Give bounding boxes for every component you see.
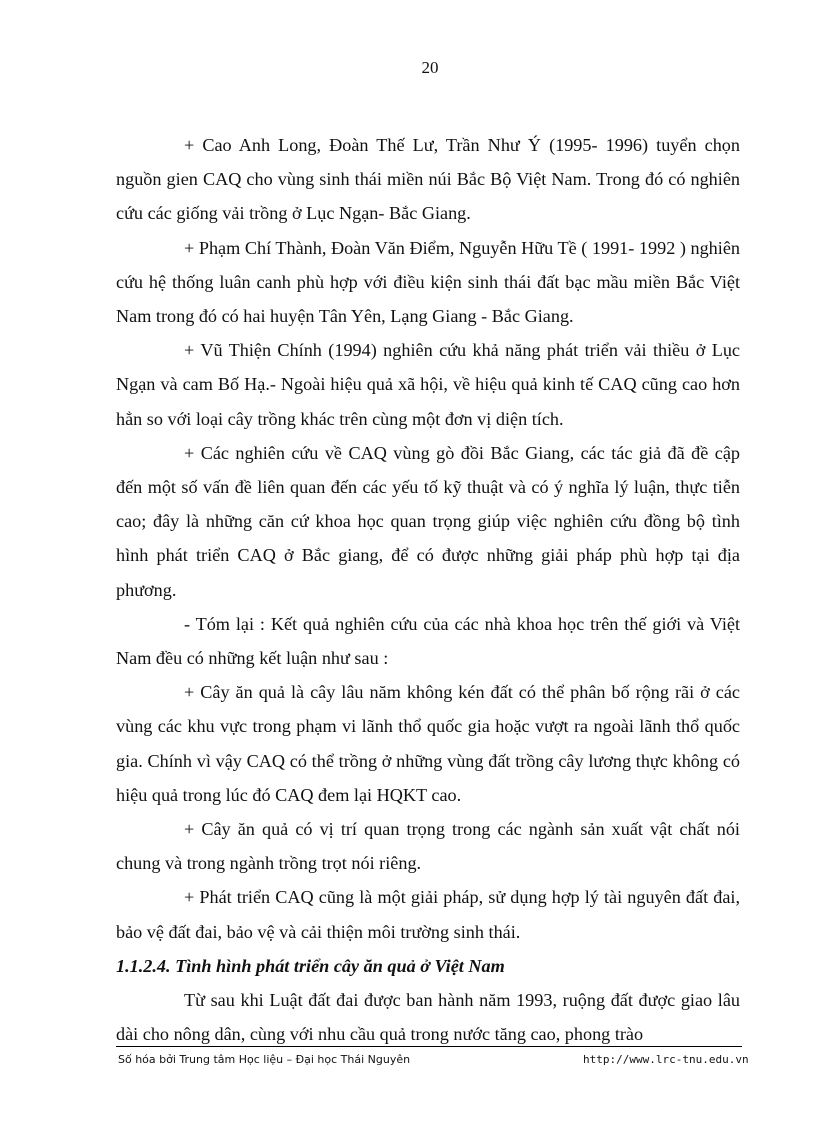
page-number: 20 — [421, 58, 439, 77]
footer-divider — [116, 1046, 742, 1047]
paragraph-cay-an-qua-lau-nam: + Cây ăn quả là cây lâu năm không kén đất có thể phân bố rộng rãi ở các vùng các khu vực trong phạm vi lãnh thổ quốc gia hoặc vượt ra ngoài lãnh thổ quốc gia. Chính vì vậy CAQ có thể trồng ở những vùng đất trồng cây lương thực không có hiệu quả trong lúc đó CAQ đem lại HQKT cao. — [116, 682, 740, 805]
section-heading: 1.1.2.4. Tình hình phát triển cây ăn quả ở Việt Nam — [116, 955, 505, 976]
document-body — [116, 128, 740, 1051]
paragraph-vu-thien-chinh: + Vũ Thiện Chính (1994) nghiên cứu khả năng phát triển vải thiều ở Lục Ngạn và cam Bố Hạ.- Ngoài hiệu quả xã hội, về hiệu quả kinh tế CAQ cũng cao hơn hẳn so với loại cây trồng khác trên cùng một đơn vị diện tích. — [116, 340, 740, 429]
paragraph-vi-tri-quan-trong: + Cây ăn quả có vị trí quan trọng trong các ngành sản xuất vật chất nói chung và trong ngành trồng trọt nói riêng. — [116, 819, 740, 874]
paragraph-cao-anh-long: + Cao Anh Long, Đoàn Thế Lư, Trần Như Ý (1995- 1996) tuyển chọn nguồn gien CAQ cho vùng sinh thái miền núi Bắc Bộ Việt Nam. Trong đó có nghiên cứu các giống vải trồng ở Lục Ngạn- Bắc Giang. — [116, 135, 740, 224]
footer-source: Số hóa bởi Trung tâm Học liệu – Đại học Thái Nguyên — [118, 1053, 411, 1066]
paragraph-closing: Từ sau khi Luật đất đai được ban hành năm 1993, ruộng đất được giao lâu dài cho nông dân, cùng với nhu cầu quả trong nước tăng cao, phong trào — [116, 990, 740, 1045]
paragraph-tom-lai: - Tóm lại : Kết quả nghiên cứu của các nhà khoa học trên thế giới và Việt Nam đều có những kết luận như sau : — [116, 613, 740, 669]
paragraph-giai-phap: + Phát triển CAQ cũng là một giải pháp, sử dụng hợp lý tài nguyên đất đai, bảo vệ đất đai, bảo vệ và cải thiện môi trường sinh thái. — [116, 887, 740, 942]
paragraph-pham-chi-thanh: + Phạm Chí Thành, Đoàn Văn Điểm, Nguyễn Hữu Tề ( 1991- 1992 ) nghiên cứu hệ thống luân canh phù hợp với điều kiện sinh thái đất bạc mầu miền Bắc Việt Nam trong đó có hai huyện Tân Yên, Lạng Giang - Bắc Giang. — [116, 237, 740, 327]
paragraph-cac-nghien-cuu: + Các nghiên cứu về CAQ vùng gò đồi Bắc Giang, các tác giả đã đề cập đến một số vấn đề liên quan đến các yếu tố kỹ thuật và có ý nghĩa lý luận, thực tiễn cao; đây là những căn cứ khoa học quan trọng giúp việc nghiên cứu đồng bộ tình hình phát triển CAQ ở Bắc giang, để có được những giải pháp phù hợp tại địa phương. — [116, 442, 740, 600]
footer-url: http://www.lrc-tnu.edu.vn — [583, 1053, 749, 1066]
